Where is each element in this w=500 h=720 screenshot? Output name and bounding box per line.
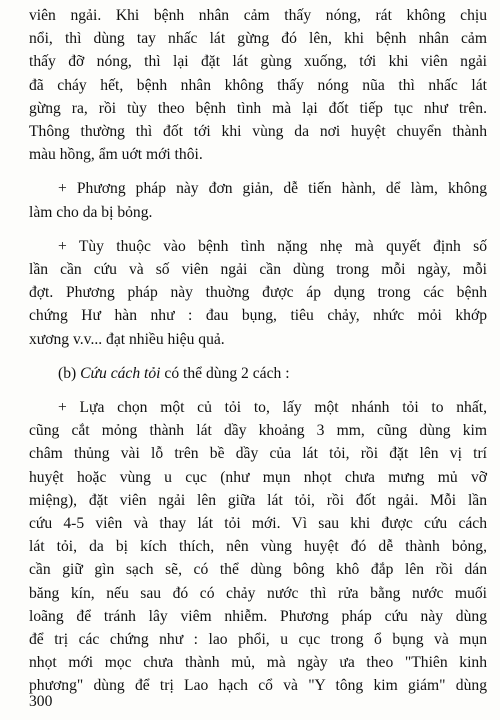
text-line: đợt. Phương pháp này thuờng được áp dụng trong các bệnh — [29, 284, 487, 302]
paragraph-2 — [29, 177, 487, 223]
text-line: Thông thường thì đốt tới khi vùng da nơi huyệt chuyển thành — [29, 123, 487, 141]
text-line: làm cho da bị bỏng. — [29, 203, 153, 221]
text-line: loãng để tránh lây viêm nhiễm. Phương pháp cứu này dùng — [29, 607, 487, 625]
text-line: viên ngải. Khi bệnh nhân cảm thấy nóng, rát không chịu — [29, 7, 487, 24]
text-line: châm thủng vài lỗ trên bề dầy của lát tỏi, rồi đặt lên vị trí — [29, 445, 487, 463]
text-line: + Lựa chọn một củ tỏi to, lấy một nhánh tỏi to nhất, — [58, 399, 487, 417]
text-line: thấy đỡ nóng, thì lại đặt lát gùng xuống, tới khi viên ngải — [29, 53, 487, 71]
paragraph-3 — [29, 235, 487, 351]
text-line: lần cần cứu và số viên ngải cần dùng trong mỗi ngày, mỗi — [29, 261, 487, 279]
text-line: cứu 4-5 viên và thay lát tỏi mới. Vì sau khi được cứu cách — [29, 515, 487, 533]
text-line: cũng cắt mỏng thành lát dầy khoảng 3 mm, cũng dùng kim — [29, 422, 487, 440]
text-line: đã cháy hết, bệnh nhân không thấy nóng nũa thì nhấc lát — [29, 76, 487, 94]
paragraph-gap — [29, 166, 487, 177]
text-line: lát tỏi, da bị kích thích, nên vùng huyệt đó dễ thành bỏng, — [29, 538, 487, 556]
item-label: (b) — [58, 364, 77, 382]
page-number: 300 — [29, 693, 53, 710]
text-line: miệng), đặt viên ngải lên giữa lát tỏi, rồi đốt ngải. Mỗi lần — [29, 491, 487, 509]
text-line: + Tùy thuộc vào bệnh tình nặng nhẹ mà quyết định số — [58, 237, 487, 255]
text-line — [29, 362, 487, 385]
paragraph-gap — [29, 351, 487, 362]
body-text — [29, 4, 487, 698]
method-name: Cứu cách tỏi — [80, 364, 161, 382]
text-line: xương v.v... đạt nhiều hiệu quả. — [29, 330, 225, 348]
text-line: huyệt hoặc vùng u cục (như mụn nhọt chưa mưng mủ vỡ — [29, 468, 487, 486]
paragraph-1 — [29, 4, 487, 166]
text-line: băng kín, nếu sau đó có chảy nước thì rửa bằng nước muối — [29, 584, 487, 602]
text-line: để trị các chứng như : lao phổi, u cục trong ổ bụng và mụn — [29, 631, 487, 649]
paragraph-gap — [29, 385, 487, 396]
paragraph-gap — [29, 224, 487, 235]
text-line: chứng Hư hàn như : đau bụng, tiêu chảy, nhức mỏi khớp — [29, 307, 487, 325]
text-line: + Phương pháp này đơn giản, dễ tiến hành, dể làm, không — [58, 180, 487, 198]
text-line: phương" dùng để trị Lao hạch cổ và "Y tông kim giám" dùng — [29, 677, 487, 695]
paragraph-5 — [29, 396, 487, 698]
text-line: cần giữ gìn sạch sẽ, có thể dùng bông khô đắp lên rồi dán — [29, 561, 487, 579]
text-line: nhọt mới mọc chưa thành mủ, mà ngày ưa theo "Thiên kinh — [29, 654, 487, 672]
paragraph-4-heading — [29, 362, 487, 385]
item-text: có thể dùng 2 cách : — [164, 364, 290, 382]
text-line: màu hồng, ẩm uớt mới thôi. — [29, 146, 203, 164]
text-line: nổi, thì dùng tay nhấc lát gừng đó lên, khi bệnh nhân cảm — [29, 30, 487, 48]
text-line: gừng ra, rồi tùy theo bệnh tình mà lại đốt tiếp tục như trên. — [29, 99, 487, 117]
